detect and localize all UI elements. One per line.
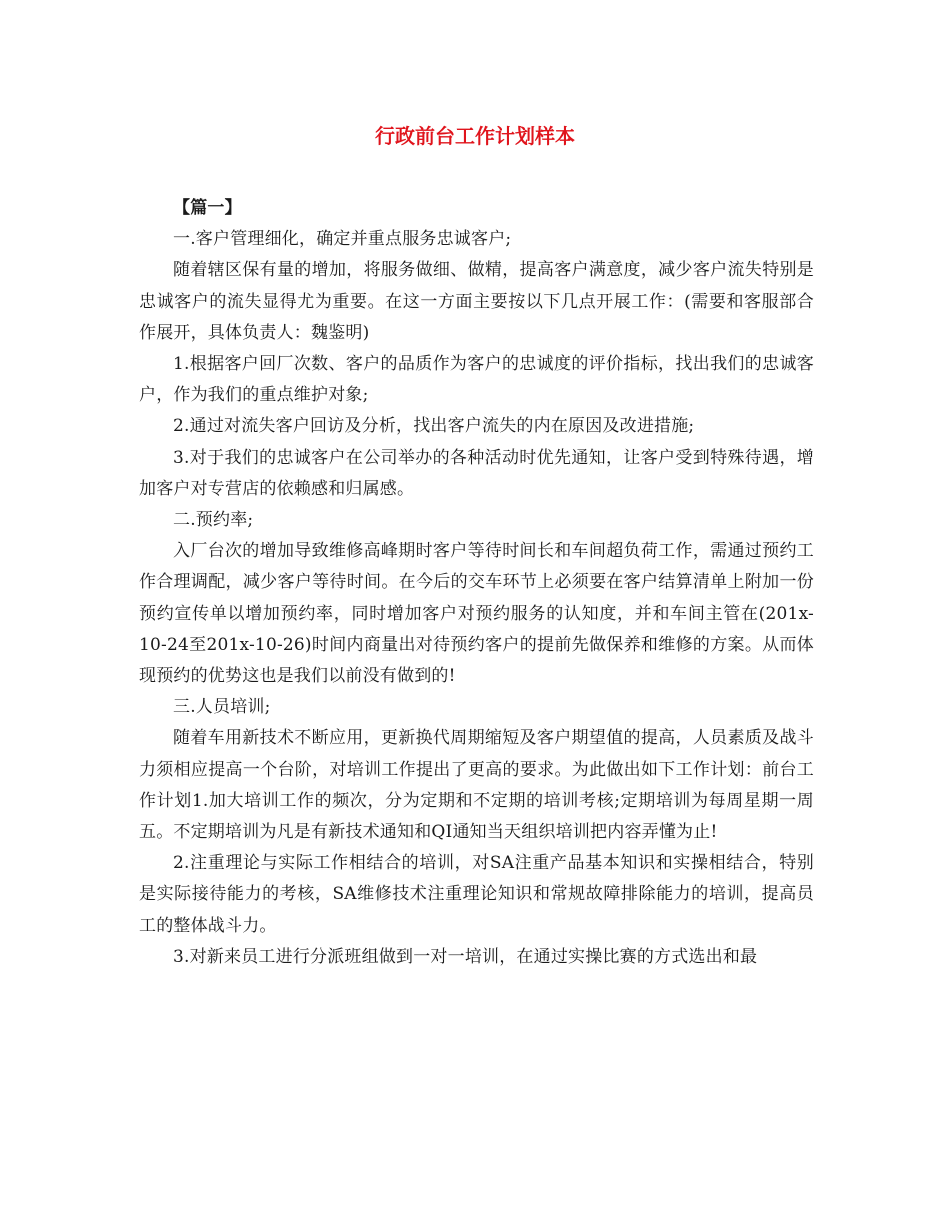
document-body — [139, 193, 814, 973]
section-heading-part-one: 【篇一】 — [173, 198, 242, 218]
list-item-new-staff: 3.对新来员工进行分派班组做到一对一培训，在通过实操比赛的方式选出和最 — [173, 946, 758, 967]
paragraph-training-plan: 随着车用新技术不断应用，更新换代周期缩短及客户期望值的提高，人员素质及战斗力须相应提高一个台阶，对培训工作提出了更高的要求。为此做出如下工作计划：前台工作计划1.加大培训工作的频次，分为定期和不定期的培训考核;定期培训为每周星期一周五。不定期培训为凡是有新技术通知和QI通知当天组织培训把内容弄懂为止! — [139, 728, 814, 843]
paragraph-customer-retention: 随着辖区保有量的增加，将服务做细、做精，提高客户满意度，减少客户流失特别是忠诚客户的流失显得尤为重要。在这一方面主要按以下几点开展工作：(需要和客服部合作展开，具体负责人：魏鉴明) — [139, 260, 814, 343]
list-item-churn-analysis: 2.通过对流失客户回访及分析，找出客户流失的内在原因及改进措施; — [173, 416, 695, 437]
document-title: 行政前台工作计划样本 — [375, 124, 575, 148]
heading-staff-training: 三.人员培训; — [173, 697, 271, 718]
paragraph-appointment: 入厂台次的增加导致维修高峰期时客户等待时间长和车间超负荷工作，需通过预约工作合理调配，减少客户等待时间。在今后的交车环节上必须要在客户结算清单上附加一份预约宣传单以增加预约率，同时增加客户对预约服务的认知度，并和车间主管在(201x-10-24至201x-10-26)时间内商量出对待预约客户的提前先做保养和维修的方案。从而体现预约的优势这也是我们以前没有做到的! — [139, 541, 814, 687]
list-item-priority-notice: 3.对于我们的忠诚客户在公司举办的各种活动时优先通知，让客户受到特殊待遇，增加客户对专营店的依赖感和归属感。 — [139, 447, 814, 499]
list-item-loyalty-criteria: 1.根据客户回厂次数、客户的品质作为客户的忠诚度的评价指标，找出我们的忠诚客户，作为我们的重点维护对象; — [139, 354, 814, 406]
list-item-theory-practice: 2.注重理论与实际工作相结合的培训，对SA注重产品基本知识和实操相结合，特别是实际接待能力的考核，SA维修技术注重理论知识和常规故障排除能力的培训，提高员工的整体战斗力。 — [139, 853, 814, 936]
heading-customer-management: 一.客户管理细化，确定并重点服务忠诚客户; — [173, 229, 512, 250]
heading-appointment-rate: 二.预约率; — [173, 510, 254, 531]
